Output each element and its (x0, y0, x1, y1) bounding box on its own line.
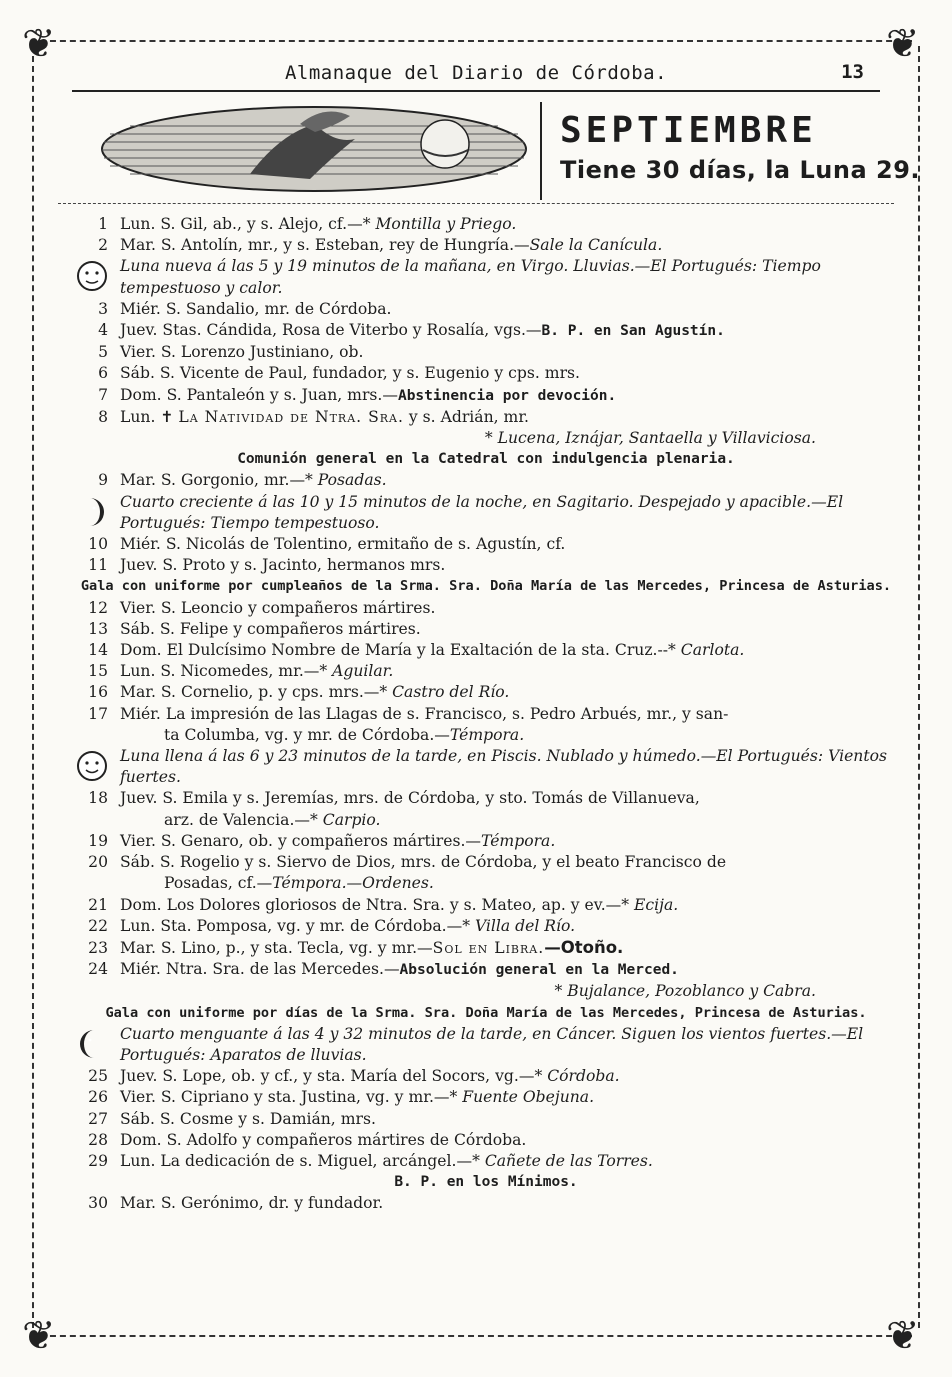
day-entry-continued: Posadas, cf.—Témpora.—Ordenes. (164, 874, 434, 893)
day-entry: 5 Vier. S. Lorenzo Justiniano, ob. (98, 343, 364, 362)
day-entry: 4 Juev. Stas. Cándida, Rosa de Viterbo y Rosalía, vgs.—B. P. en San Agustín. (98, 321, 725, 340)
day-entry: 9 Mar. S. Gorgonio, mr.—* Posadas. (98, 471, 387, 490)
day-entry: 29 Lun. La dedicación de s. Miguel, arcángel.—* Cañete de las Torres. (88, 1151, 653, 1170)
page-number: 13 (841, 61, 864, 83)
frame-right-border (918, 46, 920, 1328)
day-entry: 30 Mar. S. Gerónimo, dr. y fundador. (88, 1194, 384, 1213)
new-moon-icon (76, 260, 108, 292)
month-title: SEPTIEMBRE (560, 110, 817, 151)
day-entry: 13 Sáb. S. Felipe y compañeros mártires. (88, 619, 421, 638)
moon-phase-full: Luna llena á las 6 y 23 minutos de la tarde, en Piscis. Nublado y húmedo.—El Portugués: Vientos fuertes. (76, 746, 896, 788)
header-rule (58, 203, 894, 204)
day-entry: 7 Dom. S. Pantaleón y s. Juan, mrs.—Abstinencia por devoción. (98, 385, 617, 404)
day-entry: 24 Miér. Ntra. Sra. de las Mercedes.—Absolución general en la Merced. (88, 960, 679, 979)
day-entry: 3 Miér. S. Sandalio, mr. de Córdoba. (98, 299, 392, 318)
comunion-note: Comunión general en la Catedral con indulgencia plenaria. (237, 451, 735, 468)
feast-places: * Bujalance, Pozoblanco y Cabra. (554, 982, 816, 1001)
header-divider (540, 102, 542, 200)
day-entry: 16 Mar. S. Cornelio, p. y cps. mrs.—* Castro del Río. (88, 683, 510, 702)
corner-ornament-icon: ❦ (886, 21, 920, 67)
day-entry: 23 Mar. S. Lino, p., y sta. Tecla, vg. y mr.—Sol en Libra.—Otoño. (88, 937, 624, 957)
almanac-title: Almanaque del Diario de Córdoba. (284, 62, 668, 84)
day-entry-continued: arz. de Valencia.—* Carpio. (164, 810, 381, 829)
day-entry: 20 Sáb. S. Rogelio y s. Siervo de Dios, mrs. de Córdoba, y el beato Francisco de (88, 853, 727, 872)
day-entry-continued: ta Columba, vg. y mr. de Córdoba.—Témpora. (164, 725, 525, 744)
day-entry: 12 Vier. S. Leoncio y compañeros mártires. (88, 598, 436, 617)
moon-phase-last-quarter: Cuarto menguante á las 4 y 32 minutos de la tarde, en Cáncer. Siguen los vientos fuertes.—El Portugués: Aparatos de lluvias. (76, 1024, 896, 1066)
day-entry: 17 Miér. La impresión de las Llagas de s. Francisco, s. Pedro Arbués, mr., y san- (88, 704, 729, 723)
day-entry: 1 Lun. S. Gil, ab., y s. Alejo, cf.—* Montilla y Priego. (98, 215, 517, 233)
moon-phase-new: Luna nueva á las 5 y 19 minutos de la mañana, en Virgo. Lluvias.—El Portugués: Tiempo tempestuoso y calor. (76, 256, 896, 298)
engraved-banner-illustration (100, 104, 528, 194)
bp-note: B. P. en los Mínimos. (394, 1174, 578, 1191)
last-quarter-moon-icon (76, 1028, 108, 1060)
day-entry: 15 Lun. S. Nicomedes, mr.—* Aguilar. (88, 662, 394, 681)
day-entry: 22 Lun. Sta. Pomposa, vg. y mr. de Córdoba.—* Villa del Río. (88, 916, 576, 935)
first-quarter-moon-icon (76, 496, 108, 528)
day-entry: 28 Dom. S. Adolfo y compañeros mártires de Córdoba. (88, 1130, 527, 1149)
day-entry: 26 Vier. S. Cipriano y sta. Justina, vg. y mr.—* Fuente Obejuna. (88, 1088, 595, 1107)
day-entry: 21 Dom. Los Dolores gloriosos de Ntra. Sra. y s. Mateo, ap. y ev.—* Ecija. (88, 895, 679, 914)
moon-phase-first-quarter: Cuarto creciente á las 10 y 15 minutos de la noche, en Sagitario. Despejado y apacible.—El Portugués: Tiempo tempestuoso. (76, 492, 896, 534)
feast-places: * Lucena, Iznájar, Santaella y Villaviciosa. (484, 429, 816, 448)
day-entry: 19 Vier. S. Genaro, ob. y compañeros mártires.—Témpora. (88, 831, 556, 850)
month-summary: Tiene 30 días, la Luna 29. (560, 156, 921, 184)
full-moon-icon (76, 750, 108, 782)
frame-bottom-border (40, 1335, 912, 1337)
gala-note: Gala con uniforme por días de la Srma. Sra. Doña María de las Mercedes, Princesa de Asturias. (105, 1004, 867, 1021)
day-entry: 2 Mar. S. Antolín, mr., y s. Esteban, rey de Hungría.—Sale la Canícula. (98, 236, 663, 255)
day-entry: 25 Juev. S. Lope, ob. y cf., y sta. María del Socors, vg.—* Córdoba. (88, 1067, 620, 1086)
day-entry: 8 Lun. ✝ La Natividad de Ntra. Sra. y s. Adrián, mr. (98, 407, 530, 426)
day-entry: 18 Juev. S. Emila y s. Jeremías, mrs. de Córdoba, y sto. Tomás de Villanueva, (88, 789, 700, 808)
day-entry: 6 Sáb. S. Vicente de Paul, fundador, y s. Eugenio y cps. mrs. (98, 364, 580, 383)
day-entry: 14 Dom. El Dulcísimo Nombre de María y la Exaltación de la sta. Cruz.--* Carlota. (88, 641, 745, 660)
frame-top-border (40, 40, 912, 42)
day-entry: 11 Juev. S. Proto y s. Jacinto, hermanos mrs. (88, 556, 446, 575)
corner-ornament-icon: ❦ (22, 21, 56, 67)
gala-note: Gala con uniforme por cumpleaños de la Srma. Sra. Doña María de las Mercedes, Princesa de Asturias. (80, 578, 892, 595)
corner-ornament-icon: ❦ (22, 1313, 56, 1359)
day-entry: 27 Sáb. S. Cosme y s. Damián, mrs. (88, 1109, 376, 1128)
calendar-body (76, 214, 896, 1215)
corner-ornament-icon: ❦ (886, 1313, 920, 1359)
day-entry: 10 Miér. S. Nicolás de Tolentino, ermitaño de s. Agustín, cf. (88, 535, 566, 554)
frame-left-border (32, 46, 34, 1328)
running-header (72, 58, 880, 92)
